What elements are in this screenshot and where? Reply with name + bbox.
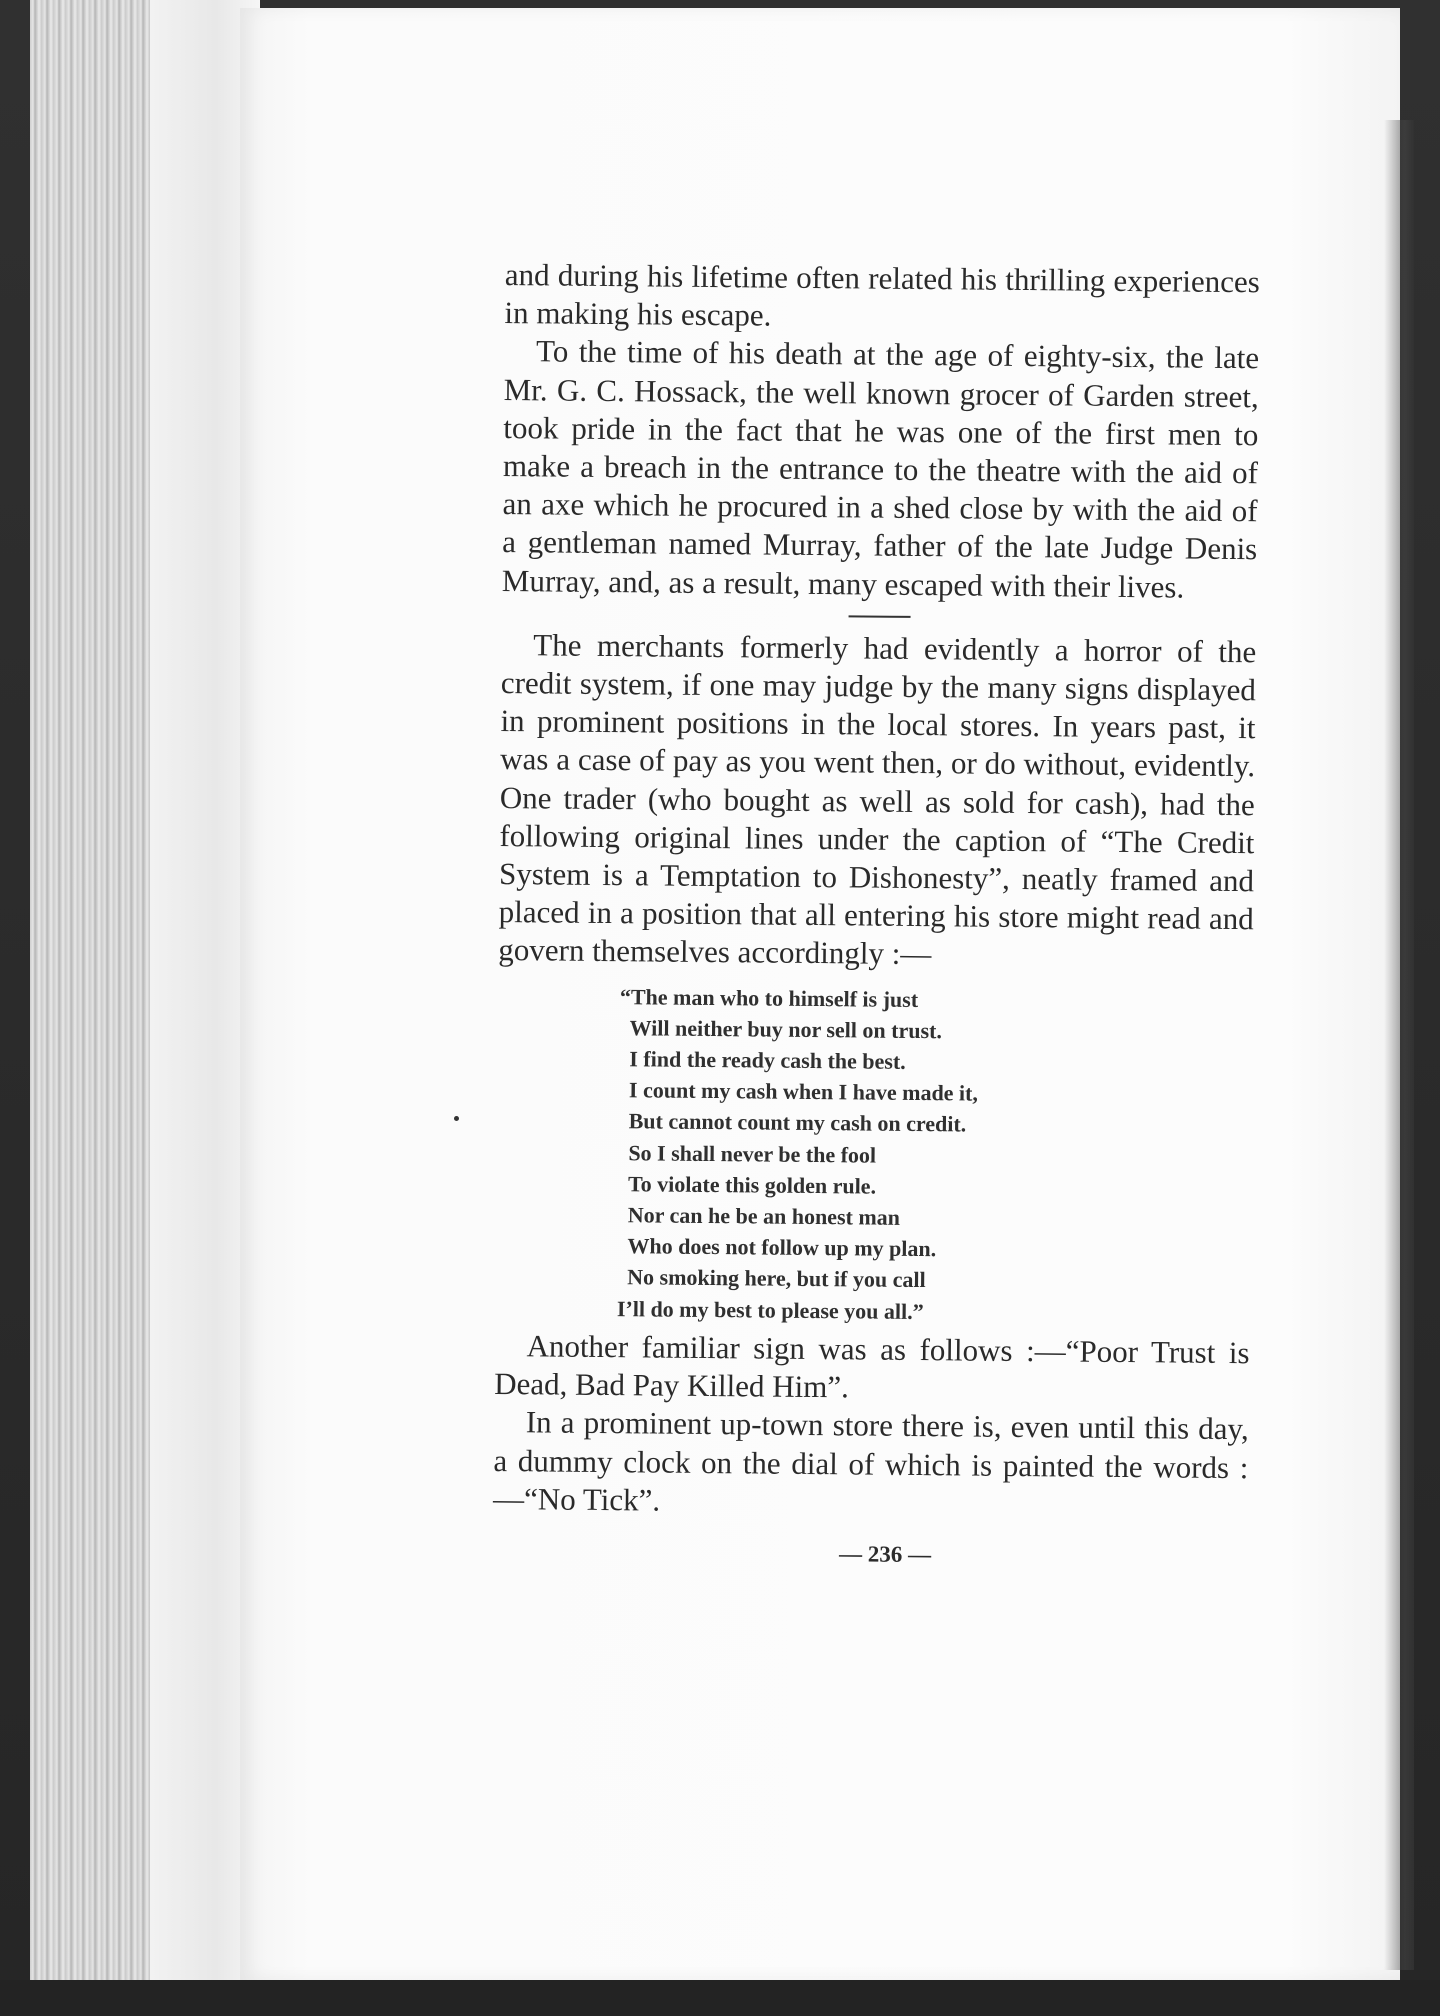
verse-line: Who does not follow up my plan. [627, 1233, 937, 1262]
verse-line: I count my cash when I have made it, [628, 1077, 979, 1106]
verse-line: “The man who to himself is just [619, 983, 919, 1012]
paragraph-credit-system: The merchants formerly had evidently a horror of the credit system, if one may judge by the many signs displayed in prominent positions in the local stores. In years past, it was a case of pay as you went then, or do without, evidently. One trader (who bought as well as sold for cash), had the following original lines under the caption of “The Credit System is a Temptation to Dishonesty”, neatly framed and placed in a position that all entering his store might read and govern themselves accordingly :— [498, 627, 1257, 972]
paragraph-no-tick: In a prominent up-town store there is, even until this day, a dummy clock on the dial of which is painted the words :—“No Tick”. [492, 1404, 1249, 1518]
paragraph-poor-trust: Another familiar sign was as follows :—“Poor Trust is Dead, Bad Pay Killed Him”. [494, 1328, 1250, 1405]
page-number: — 236 — [838, 1541, 932, 1568]
verse-line: I find the ready cash the best. [629, 1046, 906, 1074]
verse-line: But cannot count my cash on credit. [628, 1108, 967, 1137]
verse-line: To violate this golden rule. [627, 1171, 877, 1199]
ink-speck [454, 1116, 459, 1121]
verse-line: Will neither buy nor sell on trust. [629, 1015, 943, 1044]
paragraph-continuation: and during his lifetime often related his thrilling experiences in making his escape. [504, 256, 1260, 333]
verse-block [617, 981, 1253, 1330]
section-divider [848, 615, 910, 618]
page-text [492, 256, 1260, 1577]
verse-line: I’ll do my best to please you all.” [616, 1295, 924, 1324]
paragraph-hossack: To the time of his death at the age of eighty-six, the late Mr. G. C. Hossack, the well known grocer of Garden street, took pride in the fact that he was one of the first men to make a breach in the entrance to the theatre with the aid of an axe which he procured in a shed close by with the aid of a gentleman named Murray, father of the late Judge Denis Murray, and, as a result, many escaped with their lives. [501, 333, 1260, 605]
page-gutter-shadow [1384, 120, 1414, 1970]
verse-line: No smoking here, but if you call [627, 1264, 926, 1293]
verse-line: Nor can he be an honest man [627, 1202, 901, 1230]
verse-line: So I shall never be the fool [628, 1139, 877, 1168]
scan-bottom-band [0, 1980, 1440, 2016]
